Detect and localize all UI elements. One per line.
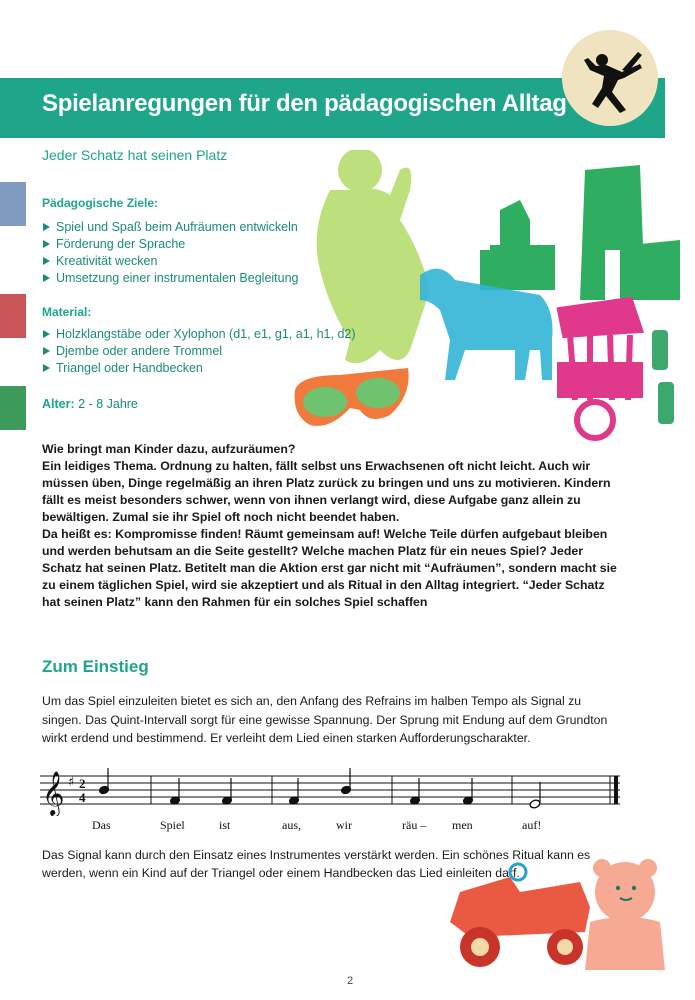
lyric-syllable: auf! (522, 818, 542, 832)
lyric-syllable: Spiel (160, 818, 185, 832)
list-item: Triangel oder Handbecken (42, 360, 356, 377)
material-heading: Material: (42, 305, 92, 319)
age-label: Alter: (42, 397, 75, 411)
list-item: Kreativität wecken (42, 253, 299, 270)
dancer-icon (562, 30, 658, 126)
green-paper-tab (0, 386, 26, 430)
lyric-syllable: wir (336, 818, 352, 832)
red-paper-tab (0, 294, 26, 338)
list-item: Förderung der Sprache (42, 236, 299, 253)
body-paragraph: Da heißt es: Kompromisse finden! Räumt gemeinsam auf! Welche Teile dürfen aufgebaut bleiben und werden behutsam an die Seite gestellt? Welche machen Platz für ein neues Spiel? Jeder Schatz hat seinen Platz. Betitelt man die Aktion erst gar nicht mit “Aufräumen”, sondern macht sie zu einem täglichen Spiel, wird sie akzeptiert und als Ritual in den Alltag integriert. “Jeder Schatz hat seinen Platz” kann den Rahmen für ein solches Spiel schaffen (42, 527, 617, 609)
toy-car-teddy-illustration (440, 852, 670, 974)
goals-heading: Pädagogische Ziele: (42, 196, 159, 210)
section-heading: Zum Einstieg (42, 657, 149, 676)
list-item: Djembe oder andere Trommel (42, 343, 356, 360)
list-item: Umsetzung einer instrumentalen Begleitung (42, 270, 299, 287)
body-text (42, 441, 620, 611)
dancer-emblem (562, 30, 658, 126)
lyric-syllable: aus, (282, 818, 301, 832)
toy-illustrations (290, 150, 690, 450)
lyric-syllable: men (452, 818, 473, 832)
notes (99, 768, 474, 805)
page-number: 2 (347, 975, 354, 987)
closing-paragraph: Das Signal kann durch den Einsatz eines Instrumentes verstärkt werden. Ein schönes Ritual kann es werden, wenn ein Kind auf der Triangel oder einem Handbecken das Lied einleiten darf. (42, 848, 591, 880)
body-question: Wie bringt man Kinder dazu, aufzuräumen? (42, 442, 296, 456)
teddy-bear-shape (585, 859, 665, 970)
age-value: 2 - 8 Jahre (74, 397, 138, 411)
castle-shapes (480, 165, 680, 300)
toy-car-shape (450, 864, 590, 967)
page-title: Spielanregungen für den pädagogischen Alltag (42, 90, 567, 117)
time-signature-top: 2 (79, 776, 86, 791)
goals-list (42, 219, 299, 287)
toy-figures (652, 330, 674, 424)
list-item: Holzklangstäbe oder Xylophon (d1, e1, g1, a1, h1, d2) (42, 326, 356, 343)
sharp-icon: ♯ (68, 775, 75, 790)
cart-shape (560, 300, 640, 438)
age-line (42, 397, 138, 411)
lyric-syllable: ist (219, 818, 231, 832)
list-item: Spiel und Spaß beim Aufräumen entwickeln (42, 219, 299, 236)
material-list (42, 326, 356, 377)
half-note (529, 799, 541, 809)
lyric-syllable: Das (92, 818, 111, 832)
lyric-syllable: räu – (402, 818, 427, 832)
treble-clef-icon: 𝄞 (42, 771, 65, 815)
time-signature-bottom: 4 (79, 790, 86, 805)
music-staff (40, 764, 630, 816)
subtitle: Jeder Schatz hat seinen Platz (42, 147, 228, 163)
intro-paragraph: Um das Spiel einzuleiten bietet es sich an, den Anfang des Refrains im halben Tempo als Signal zu singen. Das Quint-Intervall sorgt für eine gewisse Spannung. Der Sprung mit Endung auf dem Grundton wirkt erdend und bestimmend. Er verleiht dem Lied einen starken Aufforderungscharakter. (42, 694, 608, 745)
body-paragraph: Ein leidiges Thema. Ordnung zu halten, fällt selbst uns Erwachsenen oft nicht leicht. Auch wir müssen üben, Dinge regelmäßig an ihren Platz zurück zu bringen und uns zu motivieren. Kindern fällt es meist besonders schwer, wenn von ihnen verlangt wird, diese Aufgabe ganz allein zu bewältigen. Zumal sie ihr Spiel oft noch nicht beendet haben. (42, 459, 611, 524)
blue-paper-tab (0, 182, 26, 226)
